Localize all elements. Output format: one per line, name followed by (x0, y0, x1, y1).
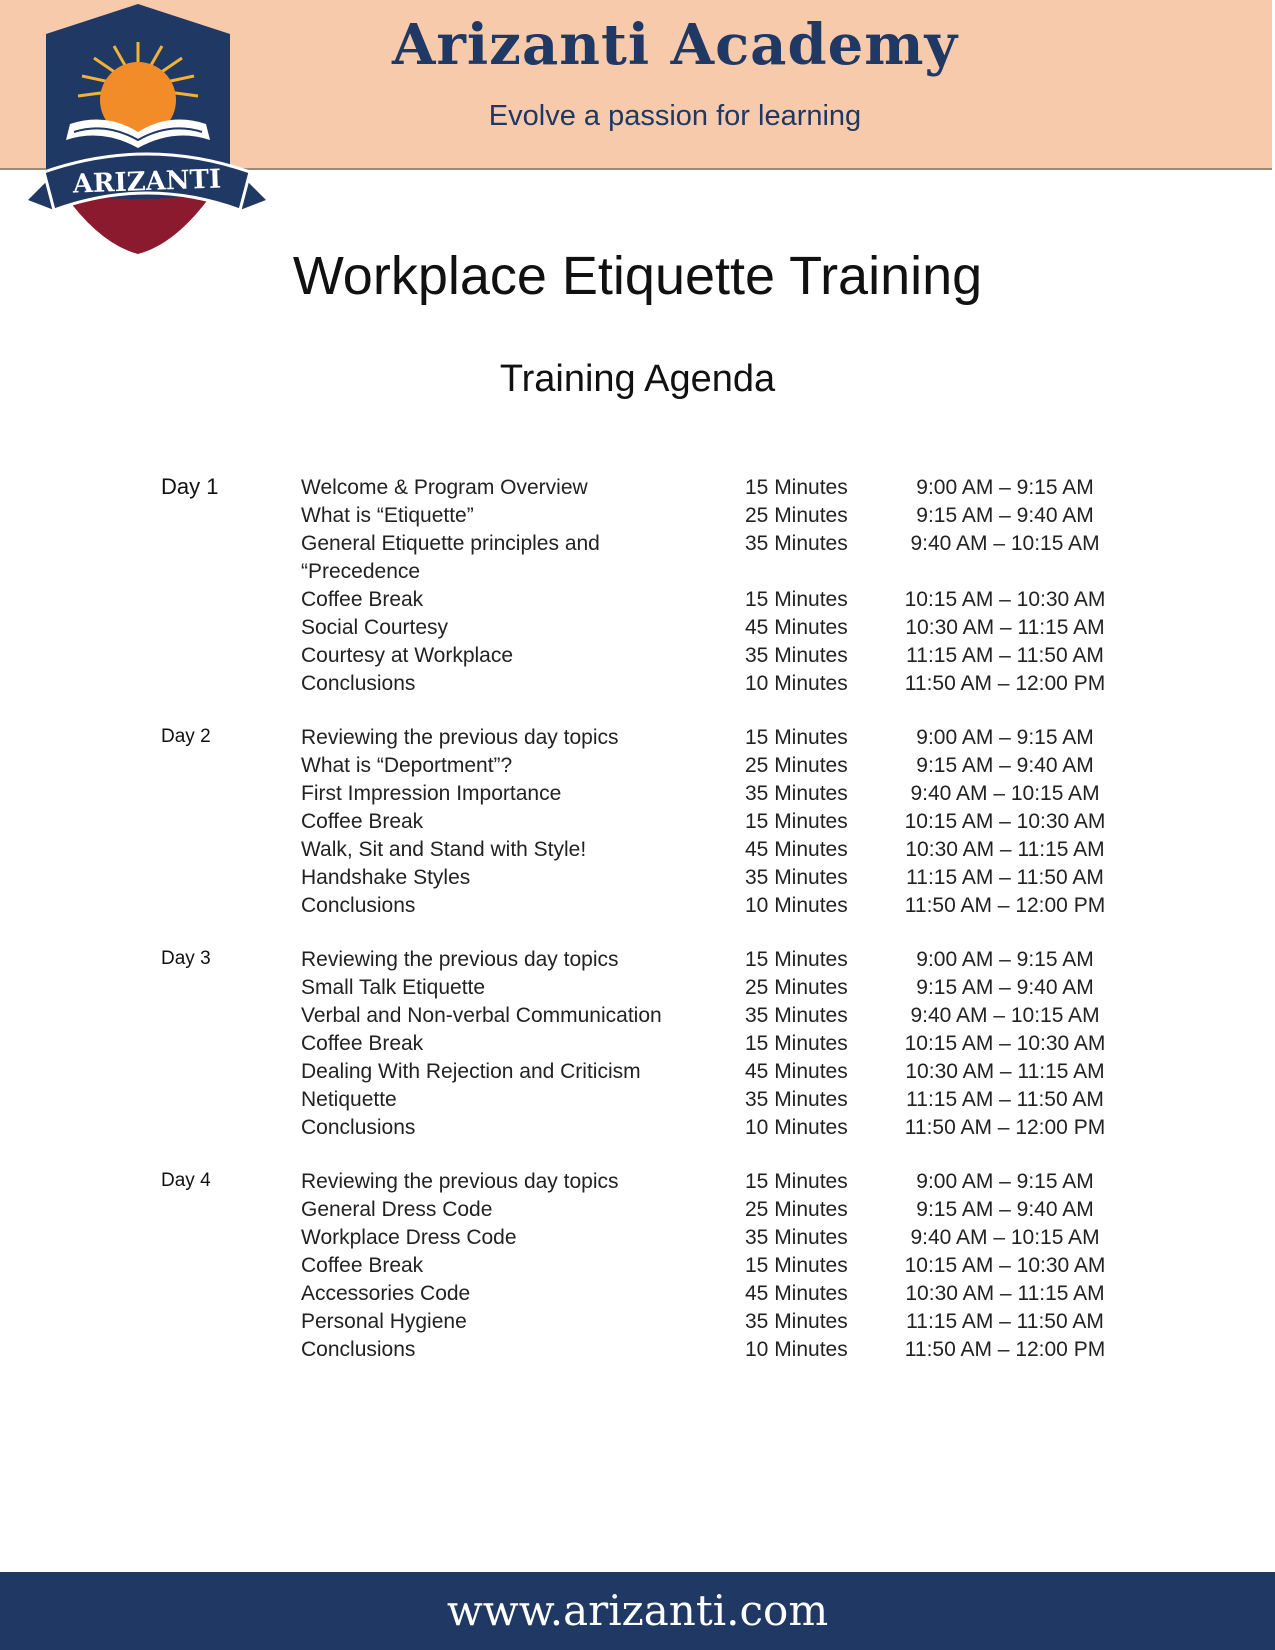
agenda-row (0, 1114, 1275, 1142)
session-time: 9:00 AM – 9:15 AM (916, 948, 1094, 971)
session-topic: Personal Hygiene (301, 1310, 467, 1333)
session-time: 10:30 AM – 11:15 AM (905, 838, 1105, 861)
day-label: Day 2 (161, 726, 211, 747)
session-time: 11:15 AM – 11:50 AM (906, 1310, 1104, 1333)
session-time: 10:15 AM – 10:30 AM (904, 810, 1106, 833)
session-time: 9:15 AM – 9:40 AM (916, 1198, 1094, 1221)
day-block (0, 474, 1275, 698)
session-duration: 10 Minutes (745, 1116, 848, 1139)
session-time: 10:15 AM – 10:30 AM (904, 1254, 1106, 1277)
session-topic: Coffee Break (301, 1254, 424, 1277)
agenda-row (0, 670, 1275, 698)
session-duration: 45 Minutes (745, 1282, 848, 1305)
agenda-row (0, 1058, 1275, 1086)
session-topic: Workplace Dress Code (301, 1226, 517, 1249)
session-time: 11:50 AM – 12:00 PM (904, 672, 1106, 695)
agenda-row (0, 1030, 1275, 1058)
session-topic: Reviewing the previous day topics (301, 1170, 619, 1193)
session-time: 11:50 AM – 12:00 PM (904, 894, 1106, 917)
session-topic: Walk, Sit and Stand with Style! (301, 838, 587, 861)
day-label: Day 3 (161, 948, 211, 969)
agenda-row (0, 1002, 1275, 1030)
session-time: 9:40 AM – 10:15 AM (910, 532, 1100, 555)
session-topic: What is “Etiquette” (301, 504, 474, 527)
agenda-row (0, 642, 1275, 670)
session-time: 9:40 AM – 10:15 AM (910, 782, 1100, 805)
session-time: 9:00 AM – 9:15 AM (916, 726, 1094, 749)
session-time: 9:15 AM – 9:40 AM (916, 754, 1094, 777)
session-duration: 25 Minutes (745, 1198, 848, 1221)
session-duration: 15 Minutes (745, 1254, 848, 1277)
document-subtitle: Training Agenda (499, 358, 776, 400)
session-duration: 35 Minutes (745, 866, 848, 889)
session-topic: Courtesy at Workplace (301, 644, 514, 667)
agenda-row (0, 586, 1275, 614)
day-block (0, 946, 1275, 1142)
session-duration: 35 Minutes (745, 1310, 848, 1333)
agenda-row (0, 1308, 1275, 1336)
agenda-row (0, 752, 1275, 780)
session-time: 11:50 AM – 12:00 PM (904, 1116, 1106, 1139)
session-duration: 45 Minutes (745, 616, 848, 639)
session-duration: 35 Minutes (745, 532, 848, 555)
agenda-row (0, 864, 1275, 892)
footer-website-link[interactable]: www.arizanti.com (446, 1586, 829, 1635)
session-duration: 25 Minutes (745, 976, 848, 999)
session-duration: 45 Minutes (745, 1060, 848, 1083)
session-duration: 45 Minutes (745, 838, 848, 861)
session-time: 9:00 AM – 9:15 AM (916, 1170, 1094, 1193)
session-topic: Conclusions (301, 894, 416, 917)
session-time: 11:15 AM – 11:50 AM (906, 644, 1104, 667)
session-topic: Netiquette (301, 1088, 397, 1111)
session-duration: 35 Minutes (745, 1004, 848, 1027)
session-duration: 15 Minutes (745, 588, 848, 611)
session-topic: General Etiquette principles and “Precedence (301, 532, 600, 583)
agenda-row (0, 474, 1275, 502)
session-duration: 35 Minutes (745, 1226, 848, 1249)
session-time: 10:30 AM – 11:15 AM (905, 616, 1105, 639)
session-topic: Small Talk Etiquette (301, 976, 486, 999)
session-topic: Verbal and Non-verbal Communication (301, 1004, 662, 1027)
session-duration: 15 Minutes (745, 1170, 848, 1193)
session-topic: General Dress Code (301, 1198, 493, 1221)
academy-name: Arizanti Academy (391, 12, 959, 78)
agenda-row (0, 892, 1275, 920)
session-time: 11:15 AM – 11:50 AM (906, 1088, 1104, 1111)
session-topic: What is “Deportment”? (301, 754, 513, 777)
session-duration: 10 Minutes (745, 894, 848, 917)
session-topic: Reviewing the previous day topics (301, 948, 619, 971)
session-duration: 25 Minutes (745, 754, 848, 777)
session-time: 9:00 AM – 9:15 AM (916, 476, 1094, 499)
day-label: Day 1 (161, 474, 219, 499)
agenda-table (0, 474, 1275, 1390)
agenda-row (0, 836, 1275, 864)
agenda-row (0, 1196, 1275, 1224)
agenda-row (0, 780, 1275, 808)
session-time: 11:15 AM – 11:50 AM (906, 866, 1104, 889)
tagline: Evolve a passion for learning (488, 100, 862, 132)
session-topic: Coffee Break (301, 810, 424, 833)
session-topic: Social Courtesy (301, 616, 449, 639)
agenda-row (0, 1336, 1275, 1364)
session-duration: 35 Minutes (745, 644, 848, 667)
session-time: 11:50 AM – 12:00 PM (904, 1338, 1106, 1361)
agenda-row (0, 724, 1275, 752)
agenda-row (0, 1280, 1275, 1308)
session-topic: Handshake Styles (301, 866, 471, 889)
agenda-row (0, 1168, 1275, 1196)
session-duration: 15 Minutes (745, 726, 848, 749)
logo-text: ARIZANTI (72, 164, 222, 200)
session-topic: First Impression Importance (301, 782, 562, 805)
agenda-row (0, 1086, 1275, 1114)
session-duration: 10 Minutes (745, 1338, 848, 1361)
session-topic: Conclusions (301, 1338, 416, 1361)
agenda-row (0, 614, 1275, 642)
day-block (0, 1168, 1275, 1364)
session-time: 9:40 AM – 10:15 AM (910, 1004, 1100, 1027)
session-topic: Coffee Break (301, 588, 424, 611)
session-topic: Welcome & Program Overview (301, 476, 588, 499)
session-topic: Coffee Break (301, 1032, 424, 1055)
agenda-row (0, 808, 1275, 836)
agenda-row (0, 1224, 1275, 1252)
session-duration: 15 Minutes (745, 476, 848, 499)
session-topic: Conclusions (301, 1116, 416, 1139)
footer-band (0, 1572, 1275, 1650)
session-time: 9:15 AM – 9:40 AM (916, 976, 1094, 999)
session-time: 9:40 AM – 10:15 AM (910, 1226, 1100, 1249)
session-time: 10:15 AM – 10:30 AM (904, 1032, 1106, 1055)
session-duration: 15 Minutes (745, 1032, 848, 1055)
session-duration: 25 Minutes (745, 504, 848, 527)
session-time: 10:30 AM – 11:15 AM (905, 1060, 1105, 1083)
session-time: 9:15 AM – 9:40 AM (916, 504, 1094, 527)
session-topic: Dealing With Rejection and Criticism (301, 1060, 641, 1083)
agenda-row (0, 974, 1275, 1002)
document-title: Workplace Etiquette Training (292, 246, 983, 306)
agenda-row (0, 946, 1275, 974)
agenda-row (0, 530, 1275, 586)
session-topic: Reviewing the previous day topics (301, 726, 619, 749)
session-duration: 10 Minutes (745, 672, 848, 695)
session-duration: 35 Minutes (745, 1088, 848, 1111)
agenda-row (0, 502, 1275, 530)
session-time: 10:30 AM – 11:15 AM (905, 1282, 1105, 1305)
day-label: Day 4 (161, 1170, 211, 1191)
session-duration: 35 Minutes (745, 782, 848, 805)
session-time: 10:15 AM – 10:30 AM (904, 588, 1106, 611)
session-topic: Accessories Code (301, 1282, 471, 1305)
day-block (0, 724, 1275, 920)
session-duration: 15 Minutes (745, 810, 848, 833)
agenda-row (0, 1252, 1275, 1280)
academy-logo-icon (26, 4, 268, 260)
session-topic: Conclusions (301, 672, 416, 695)
session-duration: 15 Minutes (745, 948, 848, 971)
